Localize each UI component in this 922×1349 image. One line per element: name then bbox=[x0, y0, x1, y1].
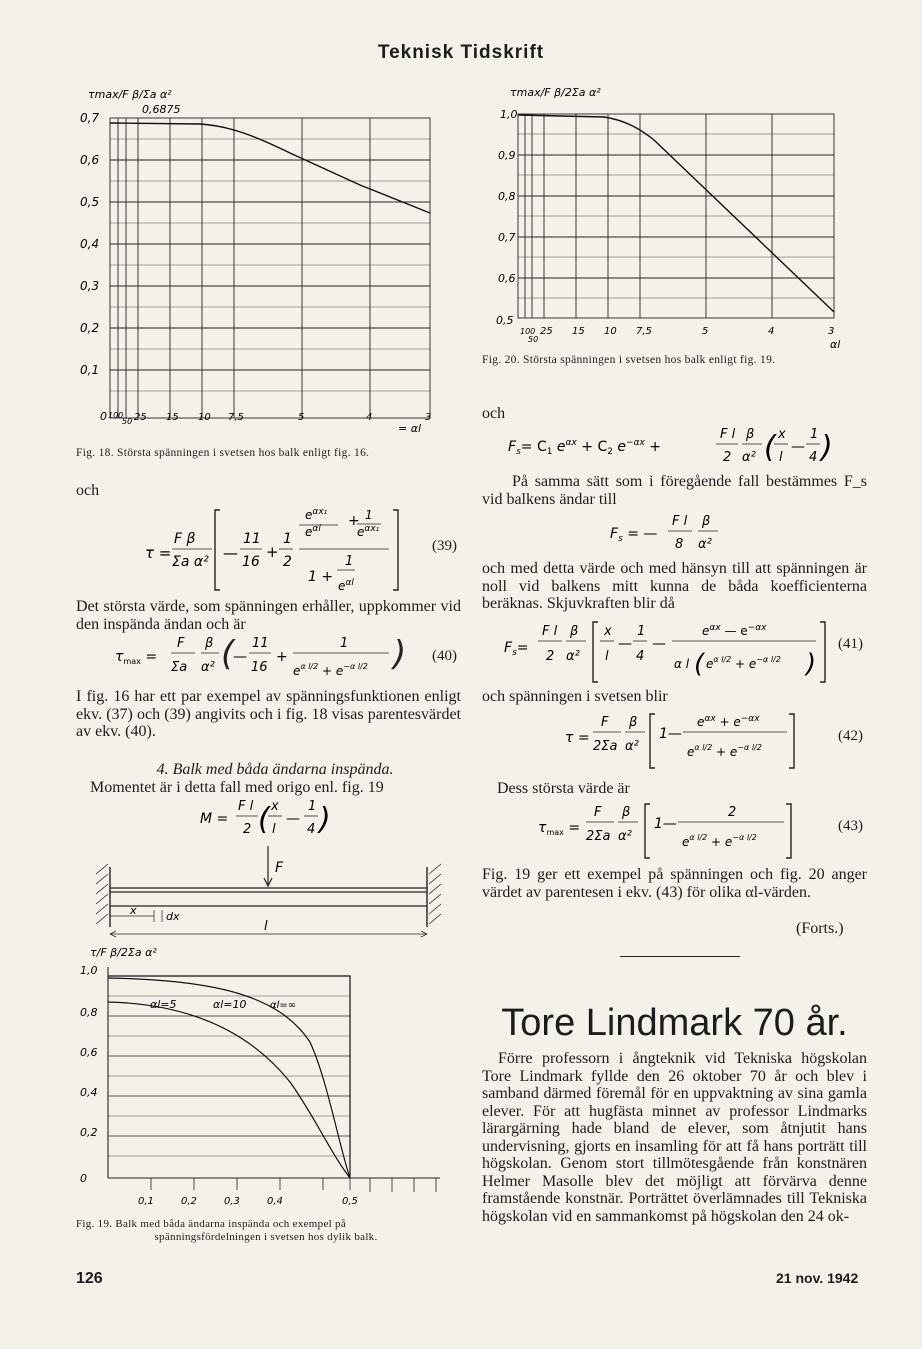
svg-text:α²: α² bbox=[618, 829, 632, 844]
fig18-xtick: 100 bbox=[108, 411, 124, 420]
svg-text:τ =: τ = bbox=[145, 544, 172, 562]
svg-text:16: 16 bbox=[251, 660, 268, 675]
svg-text:8: 8 bbox=[675, 537, 684, 552]
fig18-chart bbox=[80, 80, 460, 435]
moment-equation bbox=[200, 797, 360, 842]
svg-text:4: 4 bbox=[809, 450, 818, 465]
eq39-number: (39) bbox=[432, 538, 457, 554]
fig18-topmark: 0,6875 bbox=[142, 103, 181, 116]
svg-text:α²: α² bbox=[201, 660, 215, 675]
equation-41 bbox=[504, 618, 834, 686]
fig18-ylabel: τmax/F β/Σa α² bbox=[88, 88, 172, 101]
svg-text:F: F bbox=[177, 636, 185, 651]
svg-text:2: 2 bbox=[283, 554, 292, 570]
fig19-ylabel: τ/F β/2Σa α² bbox=[90, 946, 157, 959]
svg-text:(: ( bbox=[258, 802, 270, 837]
fig19-curve-label: αl=∞ bbox=[270, 1000, 297, 1011]
svg-text:11: 11 bbox=[243, 531, 261, 547]
svg-text:α²: α² bbox=[625, 739, 639, 754]
fig18-ytick: 0,2 bbox=[80, 321, 100, 335]
svg-text:—: — bbox=[233, 649, 247, 665]
svg-text:): ) bbox=[806, 649, 817, 679]
fig19-chart bbox=[80, 942, 450, 1212]
forts-label: (Forts.) bbox=[796, 920, 844, 937]
svg-text:F: F bbox=[594, 805, 602, 820]
fig18-ytick: 0,3 bbox=[80, 279, 100, 293]
fig19-beam-diagram bbox=[92, 842, 442, 942]
fig20-ytick: 0,9 bbox=[498, 149, 516, 162]
fig18-xtick: 10 bbox=[198, 412, 211, 423]
svg-text:1: 1 bbox=[283, 531, 292, 547]
svg-text:(: ( bbox=[221, 634, 235, 674]
equation-40 bbox=[115, 633, 435, 688]
right-paragraph-2: och med detta värde och med hänsyn till att spänningen är noll vid balkens mitt kunna de båda koefficienterna beräknas. Skjuvkraften blir då bbox=[482, 560, 867, 612]
right-paragraph-1: På samma sätt som i föregående fall bestämmes F_s vid balkens ändar till bbox=[482, 473, 867, 508]
svg-text:eαx₁: $e^{\alpha x_1}$ bbox=[305, 507, 328, 522]
left-paragraph-1: Det största värde, som spänningen erhåller, uppkommer vid den inspända ändan och är bbox=[76, 598, 461, 633]
fig18-ytick: 0,7 bbox=[80, 111, 100, 125]
svg-text:4: 4 bbox=[307, 822, 316, 837]
beam-force-label: F bbox=[275, 860, 284, 876]
fig20-ytick: 1,0 bbox=[500, 108, 518, 121]
svg-text:—: — bbox=[791, 439, 805, 455]
svg-text:Σa α²: Σa α² bbox=[172, 554, 209, 570]
svg-text:F l: F l bbox=[238, 799, 254, 814]
fig18-ytick: 0,1 bbox=[80, 363, 100, 377]
svg-text:x: x bbox=[271, 799, 279, 814]
svg-text:16: 16 bbox=[242, 554, 260, 570]
fig20-xtick: 50 bbox=[528, 335, 539, 344]
svg-text:—: — bbox=[223, 544, 238, 562]
svg-text:eαx₁: $e^{\alpha x_1}$ bbox=[357, 524, 380, 539]
svg-text:β: β bbox=[629, 715, 638, 730]
fig18-xtick: 25 bbox=[134, 412, 147, 423]
svg-text:β: β bbox=[702, 514, 711, 529]
left-paragraph-2: I fig. 16 har ett par exempel av spänningsfunktionen enligt ekv. (37) och (39) angivits och i fig. 18 visas parentesvärdet av ekv. (40). bbox=[76, 688, 461, 740]
page-number: 126 bbox=[76, 1270, 103, 1287]
svg-text:1: 1 bbox=[637, 624, 646, 639]
fig20-xlabel: αl bbox=[830, 338, 841, 350]
journal-header: Teknisk Tidskrift bbox=[377, 42, 545, 63]
fig19-caption-1: Fig. 19. Balk med båda ändarna inspända och exempel på bbox=[76, 1218, 347, 1230]
equation-43 bbox=[538, 800, 808, 862]
svg-text:2: 2 bbox=[546, 649, 555, 664]
svg-text:x: x bbox=[778, 427, 786, 442]
fig18-xtick: 3 bbox=[425, 412, 432, 423]
svg-text:2: 2 bbox=[728, 805, 737, 820]
fig20-xtick: 100 bbox=[520, 327, 536, 336]
och-right: och bbox=[482, 405, 506, 422]
fig18-xtick: 5 bbox=[298, 412, 305, 423]
svg-text:l: l bbox=[779, 450, 783, 465]
svg-text:1 +: 1 + bbox=[308, 569, 334, 585]
fig18-xtick: 4 bbox=[366, 412, 373, 423]
svg-text:eα l/2 + e−α l/2: $e^{\alpha l/2} + e^{-\alpha l/2}$ bbox=[682, 833, 757, 849]
fig20-xtick: 25 bbox=[540, 326, 553, 337]
svg-text:eαl: $e^{\alpha l}$ bbox=[338, 578, 354, 593]
right-paragraph-5: Fig. 19 ger ett exempel på spänningen och fig. 20 anger värdet av parentesen i ekv. (43) för olika αl-värden. bbox=[482, 866, 867, 901]
issue-date: 21 nov. 1942 bbox=[776, 1270, 859, 1286]
equation-fs bbox=[508, 425, 838, 470]
fig18-xtick: 15 bbox=[166, 412, 179, 423]
svg-text:Fs= C1 eαx + C2 e−αx +: $F_s= C_1$ $e^{\alpha x} + C_2$ $e^{-\alpha x}$ + bbox=[508, 438, 662, 457]
fig19-ytick: 0,4 bbox=[80, 1086, 98, 1099]
fig18-xtick: 50 bbox=[122, 417, 133, 426]
fig18-caption: Fig. 18. Största spänningen i svetsen hos balk enligt fig. 16. bbox=[76, 447, 370, 459]
svg-text:2: 2 bbox=[723, 450, 732, 465]
svg-text:): ) bbox=[821, 430, 833, 465]
fig19-ytick: 0,8 bbox=[80, 1006, 98, 1019]
fig19-xtick: 0,5 bbox=[342, 1196, 358, 1207]
svg-text:eα l/2 + e−α l/2: $e^{\alpha l/2} + e^{-\alpha l/2}$ bbox=[293, 662, 368, 678]
svg-text:F β: F β bbox=[174, 531, 196, 547]
svg-text:l: l bbox=[605, 649, 609, 664]
fig19-curve-al5 bbox=[108, 1002, 350, 1178]
fig20-ytick: 0,7 bbox=[498, 231, 516, 244]
equation-42 bbox=[565, 710, 825, 772]
svg-text:eα l/2 + e−α l/2: $e^{\alpha l/2} + e^{-\alpha l/2}$ bbox=[706, 655, 781, 671]
eq41-number: (41) bbox=[838, 636, 863, 652]
article-title: Tore Lindmark 70 år. bbox=[501, 1002, 848, 1044]
svg-text:Fs = —: $F_s$ = — bbox=[610, 526, 658, 544]
eq40-number: (40) bbox=[432, 648, 457, 664]
svg-text:x: x bbox=[604, 624, 612, 639]
beam-dim-dx: dx bbox=[166, 910, 180, 923]
svg-text:(: ( bbox=[694, 649, 705, 679]
fig19-xtick: 0,4 bbox=[267, 1196, 283, 1207]
svg-text:+: + bbox=[266, 543, 279, 561]
equation-fs-end bbox=[610, 512, 750, 557]
fig20-xtick: 10 bbox=[604, 326, 617, 337]
och-left: och bbox=[76, 482, 100, 499]
svg-text:eα l/2 + e−α l/2: $e^{\alpha l/2} + e^{-\alpha l/2}$ bbox=[687, 743, 762, 759]
fig18-ytick: 0,4 bbox=[80, 237, 100, 251]
svg-text:Σa: Σa bbox=[171, 660, 188, 675]
svg-text:—: — bbox=[618, 636, 632, 652]
fig18-curve bbox=[110, 123, 430, 213]
svg-text:β: β bbox=[205, 636, 214, 651]
fig19-curve-label: αl=5 bbox=[150, 998, 177, 1011]
fig19-ytick: 1,0 bbox=[80, 964, 98, 977]
svg-text:(: ( bbox=[764, 430, 776, 465]
svg-text:β: β bbox=[622, 805, 631, 820]
svg-text:α²: α² bbox=[566, 649, 580, 664]
fig20-xtick: 3 bbox=[828, 326, 835, 337]
beam-dim-l: l bbox=[264, 919, 268, 934]
equation-39 bbox=[145, 505, 465, 595]
svg-text:1—: 1— bbox=[654, 816, 677, 832]
svg-text:4: 4 bbox=[636, 649, 645, 664]
svg-text:+: + bbox=[276, 649, 288, 665]
svg-text:F: F bbox=[601, 715, 609, 730]
article-body: Förre professorn i ångteknik vid Tekniska högskolan Tore Lindmark fyllde den 26 oktober 70 år och blev i samband därmed föremål för en uppvaktning av sina gamla elever. För att hugfästa minnet av professor Lindmarks lärargärning hade bland de elever, som åtnjutit hans undervisning, gjorts en insamling för att få hans porträtt till högskolan. Genom stort tillmötesgående från konstnären Helmer Masolle blev det möjligt att förvärva denne framstående konstnär. Porträttet överlämnades till Tekniska högskolan vid en sammankomst på högskolan den 24 ok- bbox=[482, 1050, 867, 1225]
svg-text:M =: M = bbox=[200, 811, 229, 827]
svg-text:l: l bbox=[272, 822, 276, 837]
section-heading: 4. Balk med båda ändarna inspända. bbox=[156, 761, 394, 778]
fig18-xlabel: = αl bbox=[398, 422, 422, 435]
svg-text:—: — bbox=[652, 636, 666, 652]
fig20-ylabel: τmax/F β/2Σa α² bbox=[510, 86, 601, 99]
svg-text:1—: 1— bbox=[659, 726, 682, 742]
svg-text:): ) bbox=[319, 802, 331, 837]
left-paragraph-3: Momentet är i detta fall med origo enl. fig. 19 bbox=[90, 779, 384, 796]
svg-text:eαl: $e^{\alpha l}$ bbox=[305, 524, 321, 539]
fig19-ytick: 0 bbox=[80, 1172, 87, 1185]
svg-text:τmax =: $\tau_{max}$ = bbox=[115, 649, 158, 666]
fig19-xtick: 0,2 bbox=[181, 1196, 197, 1207]
svg-text:α²: α² bbox=[698, 537, 712, 552]
svg-text:11: 11 bbox=[252, 636, 269, 651]
eq42-number: (42) bbox=[838, 728, 863, 744]
svg-text:F l: F l bbox=[672, 514, 688, 529]
fig20-xtick: 15 bbox=[572, 326, 585, 337]
fig18-xtick: 0 bbox=[100, 410, 107, 423]
svg-text:eαx + e−αx: $e^{\alpha x} + e^{-\alpha x}$ bbox=[697, 714, 760, 729]
fig19-ytick: 0,6 bbox=[80, 1046, 98, 1059]
fig20-chart bbox=[494, 80, 864, 350]
eq43-number: (43) bbox=[838, 818, 863, 834]
fig19-ytick: 0,2 bbox=[80, 1126, 98, 1139]
svg-text:+: + bbox=[348, 513, 360, 529]
fig20-ytick: 0,5 bbox=[496, 314, 514, 327]
svg-text:): ) bbox=[393, 634, 407, 674]
svg-text:2Σa: 2Σa bbox=[593, 739, 618, 754]
fig20-ytick: 0,6 bbox=[498, 272, 516, 285]
fig19-curve-label: αl=10 bbox=[213, 998, 247, 1011]
fig20-xtick: 5 bbox=[702, 326, 709, 337]
svg-text:2: 2 bbox=[243, 822, 252, 837]
svg-text:β: β bbox=[746, 427, 755, 442]
svg-text:1: 1 bbox=[345, 554, 354, 569]
svg-text:α²: α² bbox=[742, 450, 756, 465]
svg-text:α l: α l bbox=[674, 657, 690, 671]
beam-dim-x: x bbox=[130, 904, 137, 917]
fig20-caption: Fig. 20. Största spänningen i svetsen hos balk enligt fig. 19. bbox=[482, 354, 776, 366]
fig20-curve bbox=[518, 115, 834, 312]
fig19-xtick: 0,3 bbox=[224, 1196, 240, 1207]
svg-text:τmax =: $\tau_{max}$ = bbox=[538, 820, 581, 837]
svg-text:β: β bbox=[570, 624, 579, 639]
svg-text:F l: F l bbox=[542, 624, 558, 639]
svg-text:1: 1 bbox=[810, 427, 819, 442]
svg-text:1: 1 bbox=[365, 508, 373, 522]
fig20-ytick: 0,8 bbox=[498, 190, 516, 203]
svg-text:Fs=: $F_s=$ bbox=[504, 640, 529, 658]
svg-text:2Σa: 2Σa bbox=[586, 829, 611, 844]
fig20-xtick: 7,5 bbox=[636, 326, 652, 337]
right-paragraph-3: och spänningen i svetsen blir bbox=[482, 688, 668, 705]
right-paragraph-4: Dess största värde är bbox=[497, 780, 630, 797]
svg-text:F l: F l bbox=[720, 427, 736, 442]
fig18-xtick: 7,5 bbox=[228, 412, 244, 423]
svg-text:eαx — e−αx: $e^{\alpha x}$ — $e^{-\alpha x}$ bbox=[702, 623, 767, 638]
fig20-xtick: 4 bbox=[768, 326, 775, 337]
fig19-caption-2: spänningsfördelningen i svetsen hos dylik balk. bbox=[154, 1231, 378, 1243]
section-divider bbox=[620, 956, 740, 957]
svg-text:1: 1 bbox=[308, 799, 317, 814]
fig18-ytick: 0,6 bbox=[80, 153, 100, 167]
svg-text:τ =: τ = bbox=[565, 730, 590, 746]
fig18-ytick: 0,5 bbox=[80, 195, 100, 209]
svg-text:1: 1 bbox=[340, 636, 349, 651]
fig19-xtick: 0,1 bbox=[138, 1196, 154, 1207]
svg-text:—: — bbox=[286, 811, 300, 827]
